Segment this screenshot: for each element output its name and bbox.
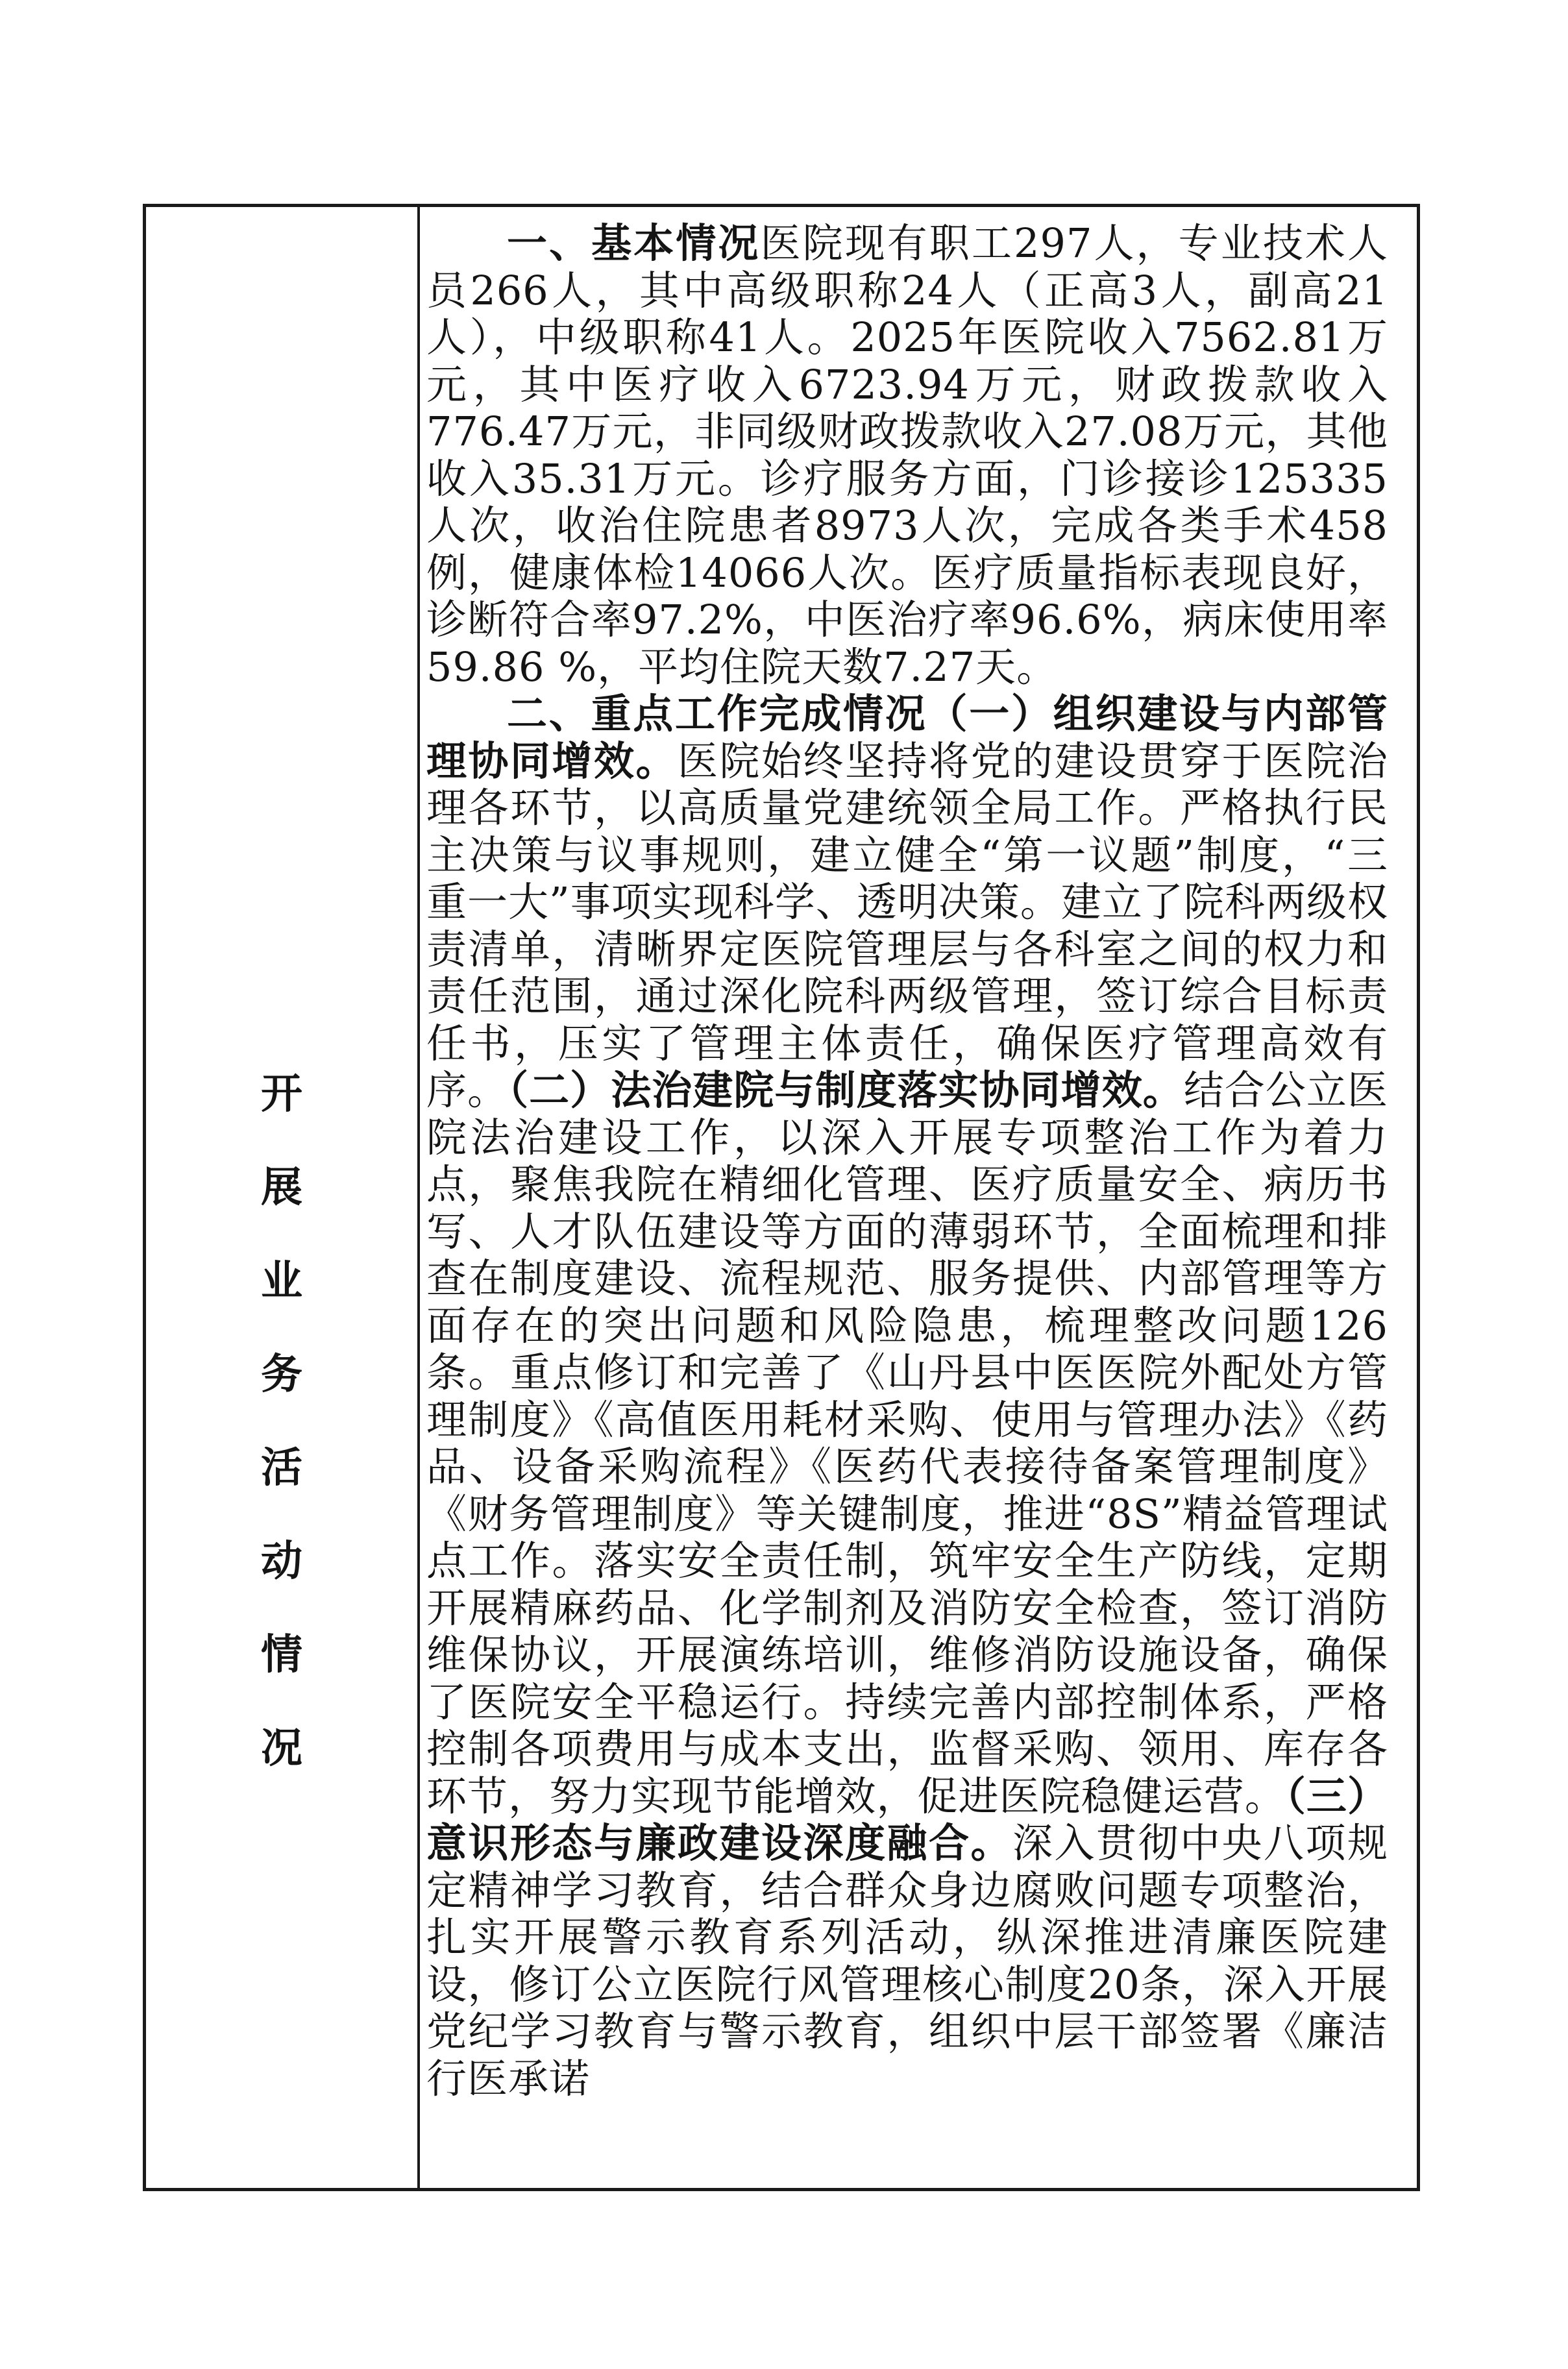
basic-situation-heading: 一、基本情况 (507, 219, 761, 267)
subsection-3-title: （三）意识形态与廉政建设深度融合。 (426, 1772, 1388, 1867)
row-label-char: 业 (261, 1257, 302, 1305)
subsection-2-title: （二）法治建院与制度落实协同增效。 (508, 1066, 1184, 1114)
row-label-char: 动 (261, 1538, 302, 1586)
key-work-heading: 二、重点工作完成情况 (507, 690, 927, 737)
content-cell (420, 207, 1417, 2188)
row-label-char: 活 (261, 1444, 302, 1492)
subsection-1-body: 医院始终坚持将党的建设贯穿于医院治理各环节，以高质量党建统领全局工作。严格执行民主决策与议事规则，建立健全“第一议题”制度，“三重一大”事项实现科学、透明决策。建立了院科两级权责清单，清晰界定医院管理层与各科室之间的权力和责任范围，通过深化院科两级管理，签订综合目标责任书，压实了管理主体责任，确保医疗管理高效有序。 (426, 737, 1388, 1114)
row-label-char: 展 (261, 1164, 302, 1212)
row-label-cell (146, 207, 420, 2188)
row-label-char: 务 (261, 1351, 302, 1399)
key-work-paragraph (426, 691, 1388, 2102)
row-label-char: 情 (261, 1631, 302, 1679)
basic-situation-body: 医院现有职工297人，专业技术人员266人，其中高级职称24人（正高3人，副高21人），中级职称41人。2025年医院收入7562.81万元，其中医疗收入6723.94万元，财政拨款收入776.47万元，非同级财政拨款收入27.08万元，其他收入35.31万元。诊疗服务方面，门诊接诊125335人次，收治住院患者8973人次，完成各类手术458例，健康体检14066人次。医疗质量指标表现良好，诊断符合率97.2%，中医治疗率96.6%，病床使用率59.86 %，平均住院天数7.27天。 (426, 219, 1388, 691)
subsection-1-title: （一）组织建设与内部管理协同增效。 (426, 690, 1388, 785)
row-label (146, 1048, 417, 1795)
activity-report-table (143, 204, 1420, 2191)
row-label-char: 开 (261, 1070, 302, 1118)
row-label-char: 况 (261, 1725, 302, 1773)
subsection-3-body: 深入贯彻中央八项规定精神学习教育，结合群众身边腐败问题专项整治，扎实开展警示教育系列活动，纵深推进清廉医院建设，修订公立医院行风管理核心制度20条，深入开展党纪学习教育与警示教育，组织中层干部签署《廉洁行医承诺 (426, 1819, 1388, 2102)
basic-situation-paragraph (426, 220, 1388, 691)
subsection-2-body: 结合公立医院法治建设工作，以深入开展专项整治工作为着力点，聚焦我院在精细化管理、医疗质量安全、病历书写、人才队伍建设等方面的薄弱环节，全面梳理和排查在制度建设、流程规范、服务提供、内部管理等方面存在的突出问题和风险隐患，梳理整改问题126条。重点修订和完善了《山丹县中医医院外配处方管理制度》《高值医用耗材采购、使用与管理办法》《药品、设备采购流程》《医药代表接待备案管理制度》《财务管理制度》等关键制度，推进“8S”精益管理试点工作。落实安全责任制，筑牢安全生产防线，定期开展精麻药品、化学制剂及消防安全检查，签订消防维保协议，开展演练培训，维修消防设施设备，确保了医院安全平稳运行。持续完善内部控制体系，严格控制各项费用与成本支出，监督采购、领用、库存各环节，努力实现节能增效，促进医院稳健运营。 (426, 1066, 1388, 1820)
